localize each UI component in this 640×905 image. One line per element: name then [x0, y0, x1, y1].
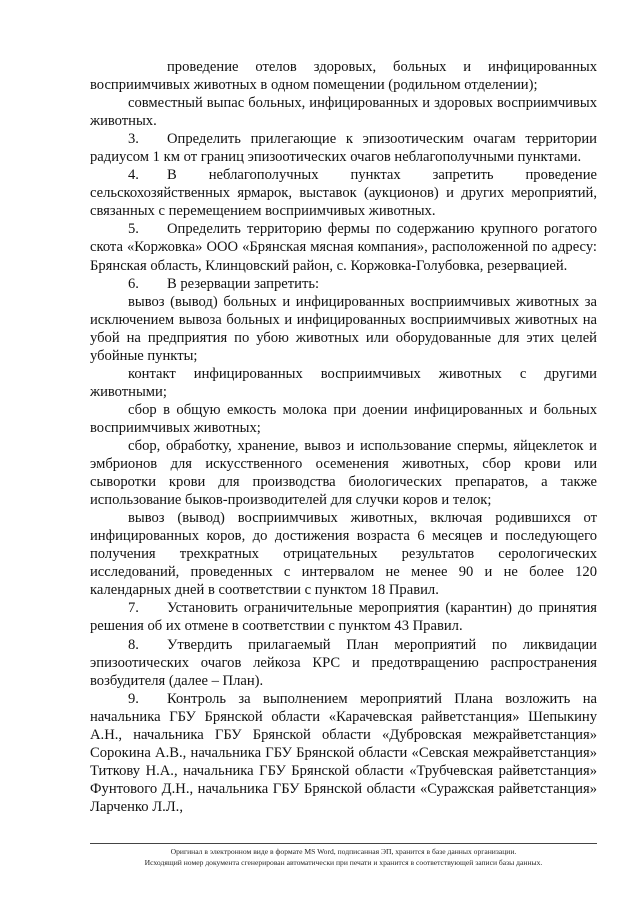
- list-item: [90, 58, 597, 94]
- item-number: 6.: [128, 275, 139, 292]
- paragraph-text: Определить территорию фермы по содержанию крупного рогатого скота «Коржовка» ООО «Брянская мясная компания», расположенной по адресу: Брянская область, Клинцовский район, с. Коржовка-Голубовка, резервацией.: [90, 221, 597, 274]
- paragraph-text: проведение отелов здоровых, больных и инфицированных восприимчивых животных в одном помещении (родильном отделении);: [90, 59, 597, 94]
- footer-line-1: Оригинал в электронном виде в формате MS Word, подписанная ЭП, хранится в базе данных организации.: [170, 847, 517, 856]
- page-footer: [90, 846, 597, 868]
- paragraph-text: сбор в общую емкость молока при доении инфицированных и больных восприимчивых животных;: [90, 401, 597, 436]
- item-number: 8.: [128, 636, 139, 653]
- list-item: [90, 94, 597, 130]
- numbered-paragraph: [90, 690, 597, 816]
- item-number: 3.: [128, 131, 139, 148]
- paragraph-text: В неблагополучных пунктах запретить проведение сельскохозяйственных ярмарок, выставок (аукционов) и других мероприятий, связанных с перемещением восприимчивых животных.: [90, 167, 597, 220]
- paragraph-text: вывоз (вывод) восприимчивых животных, включая родившихся от инфицированных коров, до достижения возраста 6 месяцев и последующего получения трехкратных отрицательных результатов серологических исследований, проведенных с интервалом не менее 90 и не более 120 календарных дней в соответствии с пунктом 18 Правил.: [90, 510, 597, 599]
- item-number: 7.: [128, 600, 139, 617]
- numbered-paragraph: [90, 166, 597, 220]
- paragraph-text: Определить прилегающие к эпизоотическим очагам территории радиусом 1 км от границ эпизоотических очагов неблагополучными пунктами.: [90, 131, 597, 166]
- paragraph-text: Контроль за выполнением мероприятий Плана возложить на начальника ГБУ Брянской области «Карачевская райветстанция» Шепыкину А.Н., начальника ГБУ Брянской области «Дубровская межрайветстанция» Сорокина А.В., начальника ГБУ Брянской области «Севская межрайветстанция» Титкову Н.А., начальника ГБУ Брянской области «Трубчевская райветстанция» Фунтового Д.Н., начальника ГБУ Брянской области «Суражская райветстанция» Ларченко Л.Л.,: [90, 690, 597, 815]
- footer-divider: [90, 843, 597, 844]
- list-item: [90, 509, 597, 599]
- numbered-paragraph: [90, 636, 597, 690]
- numbered-paragraph: [90, 599, 597, 635]
- list-item: [90, 437, 597, 509]
- paragraph-text: В резервации запретить:: [167, 275, 320, 292]
- paragraph-text: контакт инфицированных восприимчивых животных с другими животными;: [90, 365, 597, 400]
- list-item: [90, 401, 597, 437]
- paragraph-text: вывоз (вывод) больных и инфицированных восприимчивых животных за исключением вывоза больных и инфицированных восприимчивых животных на убой на предприятия по убою животных или оборудованные для этих целей убойные пункты;: [90, 293, 597, 364]
- numbered-paragraph: [90, 220, 597, 274]
- numbered-paragraph: [90, 130, 597, 166]
- footer-line-2: Исходящий номер документа сгенерирован автоматически при печати и хранится в соответствующей записи базы данных.: [144, 858, 543, 867]
- item-number: 9.: [128, 690, 139, 707]
- paragraph-text: сбор, обработку, хранение, вывоз и использование спермы, яйцеклеток и эмбрионов для искусственного осеменения животных, сбор крови или сыворотки крови для производства биологических препаратов, а также использование быков-производителей для случки коров и телок;: [90, 437, 597, 509]
- paragraph-text: совместный выпас больных, инфицированных и здоровых восприимчивых животных.: [90, 95, 597, 130]
- item-number: 5.: [128, 221, 139, 238]
- item-number: 4.: [128, 167, 139, 184]
- paragraph-text: Установить ограничительные мероприятия (карантин) до принятия решения об их отмене в соответствии с пунктом 43 Правил.: [90, 600, 597, 635]
- numbered-paragraph: [90, 275, 597, 293]
- paragraph-text: Утвердить прилагаемый План мероприятий по ликвидации эпизоотических очагов лейкоза КРС и предотвращению распространения возбудителя (далее – План).: [90, 636, 597, 689]
- list-item: [90, 365, 597, 401]
- document-body: [90, 58, 597, 816]
- list-item: [90, 293, 597, 365]
